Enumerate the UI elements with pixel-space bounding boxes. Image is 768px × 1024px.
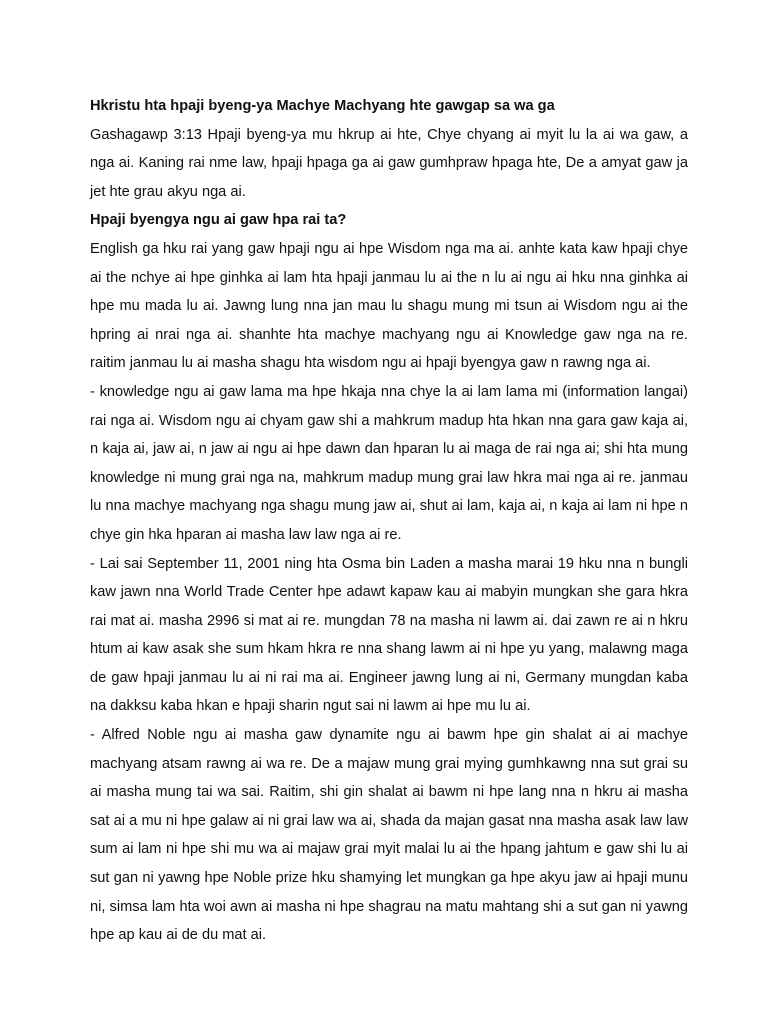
- body-paragraph-knowledge: - knowledge ngu ai gaw lama ma hpe hkaja nna chye la ai lam lama mi (information langai) rai nga ai. Wisdom ngu ai chyam gaw shi a mahkrum madup hta hkan nna gara gaw kaja ai, n kaja ai, jaw ai, n jaw ai ngu ai hpe dawn dan hparan lu ai maga de rai nga ai; shi hta mung knowledge ni mung grai nga na, mahkrum madup mung grai law hkra mai nga ai re. janmau lu nna machye machyang nga shagu mung jaw ai, shut ai lam, kaja ai, n kaja ai lam ni hpe n chye gin hka hparan ai masha law law nga ai re.: [90, 383, 688, 543]
- body-paragraph-alfred-noble: - Alfred Noble ngu ai masha gaw dynamite ngu ai bawm hpe gin shalat ai ai machye machyang atsam rawng ai wa re. De a majaw mung grai mying gumhkawng nna sut grai su ai masha mung tai wa sai. Raitim, shi gin shalat ai bawm ni hpe lang nna n hkru ai masha sat ai a mu ni hpe galaw ai ni grai law wa ai, shada da majan gasat nna masha asak law law sum ai lam ni hpe shi mu wa ai majaw grai myit malai lu ai the hpang jahtum e gaw shi lu ai sut gan ni yawng hpe Noble prize hku shamying let mungkan ga hpe akyu jaw ai hpaji munu ni, simsa lam hta woi awn ai masha ni hpe shagrau na matu mahtang shi a sut gan ni yawng hpe ap kau ai de du mat ai.: [90, 727, 688, 944]
- verse-paragraph: Gashagawp 3:13 Hpaji byeng-ya mu hkrup ai hte, Chye chyang ai myit lu la ai wa gaw, a nga ai. Kaning rai nme law, hpaji hpaga ga ai gaw gumhpraw hpaga hte, De a amyat gaw ja jet hte grau akyu nga ai.: [90, 126, 688, 200]
- body-paragraph-september-11: - Lai sai September 11, 2001 ning hta Osma bin Laden a masha marai 19 hku nna n bungli kaw jawn nna World Trade Center hpe adawt kapaw kau ai mabyin mungkan she gara hkra rai mat ai. masha 2996 si mat ai re. mungdan 78 na masha ni lawm ai. dai zawn re ai n hkru htum ai kaw asak she sum hkam hkra re nna shang lawm ai ni hpe yu yang, malawng maga de gaw hpaji janmau lu ai ni rai ma ai. Engineer jawng lung ai ni, Germany mungdan kaba na dakksu kaba hkan e hpaji sharin ngut sai ni lawm ai hpe mu lu ai.: [90, 555, 688, 715]
- body-paragraph-wisdom: English ga hku rai yang gaw hpaji ngu ai hpe Wisdom nga ma ai. anhte kata kaw hpaji chye ai the nchye ai hpe ginhka ai lam hta hpaji janmau lu ai the n lu ai ngu ai hku nna ginhka ai hpe mu mada lu ai. Jawng lung nna jan mau lu shagu mung mi tsun ai Wisdom ngu ai the hpring ai nrai nga ai. shanhte hta machye machyang ngu ai Knowledge gaw nga na re. raitim janmau lu ai masha shagu hta wisdom ngu ai hpaji byengya gaw n rawng nga ai.: [90, 240, 688, 372]
- document-title: Hkristu hta hpaji byeng-ya Machye Machyang hte gawgap sa wa ga: [90, 98, 555, 114]
- document-body: [90, 92, 688, 950]
- section-subheading: Hpaji byengya ngu ai gaw hpa rai ta?: [90, 212, 347, 229]
